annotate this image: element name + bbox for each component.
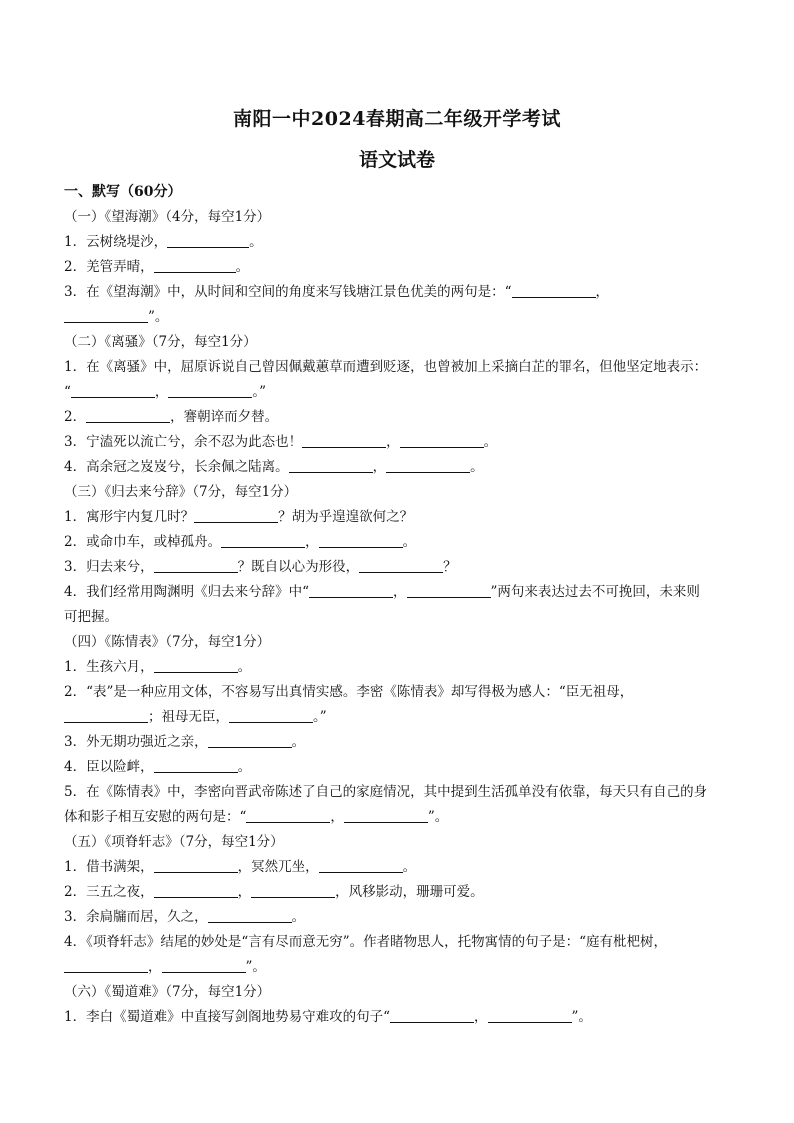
answer-blank[interactable] xyxy=(71,382,155,398)
question-text: 3．宁溘死以流亡兮，余不忍为此态也！ xyxy=(64,434,303,450)
punctuation: 。 xyxy=(402,534,417,550)
punctuation: ， xyxy=(386,434,400,450)
punctuation: ”。 xyxy=(571,1009,592,1025)
punctuation: 。 xyxy=(470,459,484,475)
answer-blank[interactable] xyxy=(251,882,335,898)
question-text: 1．生孩六月， xyxy=(64,659,154,675)
question-line xyxy=(64,855,730,880)
answer-blank[interactable] xyxy=(407,582,491,598)
answer-blank[interactable] xyxy=(302,432,386,448)
answer-blank[interactable] xyxy=(386,457,470,473)
punctuation: ， xyxy=(148,959,162,975)
question-line xyxy=(64,505,730,530)
punctuation: 。 xyxy=(237,759,252,775)
part-heading: （一）《望海潮》（4分，每空1分） xyxy=(64,209,271,225)
answer-blank[interactable] xyxy=(208,907,292,923)
answer-blank[interactable] xyxy=(390,1007,474,1023)
question-line xyxy=(64,880,730,905)
question-text: 1．云树绕堤沙， xyxy=(64,234,168,250)
part-heading: （五）《项脊轩志》（7分，每空1分） xyxy=(64,834,284,850)
answer-blank[interactable] xyxy=(154,557,238,573)
punctuation: “ xyxy=(64,384,71,400)
question-text: 2．“表”是一种应用文体，不容易写出真情实感。李密《陈情表》却写得极为感人：“臣无祖母， xyxy=(64,684,634,700)
question-line xyxy=(64,905,730,930)
punctuation: ， xyxy=(305,534,319,550)
punctuation: ”。 xyxy=(427,809,449,825)
punctuation: ， xyxy=(154,384,169,400)
answer-blank[interactable] xyxy=(64,957,148,973)
question-line xyxy=(64,780,730,805)
question-line xyxy=(64,805,730,830)
section-heading: 一、默写（60分） xyxy=(64,184,182,200)
punctuation: 。 xyxy=(291,734,306,750)
question-line xyxy=(64,230,730,255)
question-line xyxy=(64,555,730,580)
question-text: ”两句来表达过去不可挽回，未来则 xyxy=(490,584,700,600)
answer-blank[interactable] xyxy=(319,857,403,873)
question-text: 4．臣以险衅， xyxy=(64,759,154,775)
question-line xyxy=(64,380,730,405)
answer-blank[interactable] xyxy=(154,882,238,898)
answer-blank[interactable] xyxy=(319,532,403,548)
question-text: 4．高余冠之岌岌兮，长余佩之陆离。 xyxy=(64,459,289,475)
question-text: 可把握。 xyxy=(64,609,118,625)
answer-blank[interactable] xyxy=(154,657,238,673)
question-line xyxy=(64,355,730,380)
question-text: ？胡为乎遑遑欲何之？ xyxy=(278,509,414,525)
question-line xyxy=(64,955,730,980)
answer-blank[interactable] xyxy=(86,407,170,423)
punctuation: 。 xyxy=(235,259,250,275)
question-line xyxy=(64,705,730,730)
question-text: 1．在《离骚》中，屈原诉说自己曾因佩戴蕙草而遭到贬逐，也曾被加上采摘白芷的罪名，但他坚定地表示： xyxy=(64,359,708,375)
question-line xyxy=(64,455,730,480)
question-text: 2．三五之夜， xyxy=(64,884,154,900)
question-text: 3．在《望海潮》中，从时间和空间的角度来写钱塘江景色优美的两句是：“ xyxy=(64,284,512,300)
punctuation: 。” xyxy=(313,709,327,725)
answer-blank[interactable] xyxy=(246,807,330,823)
question-text: 4．《项脊轩志》结尾的妙处是“言有尽而意无穷”。作者睹物思人，托物寓情的句子是：“庭有枇杷树， xyxy=(64,934,668,950)
answer-blank[interactable] xyxy=(162,957,246,973)
punctuation: ， xyxy=(237,884,252,900)
answer-blank[interactable] xyxy=(400,432,484,448)
question-line xyxy=(64,930,730,955)
question-text: 2．羌管弄晴， xyxy=(64,259,154,275)
answer-blank[interactable] xyxy=(64,307,148,323)
answer-blank[interactable] xyxy=(154,857,238,873)
question-text: 1．寓形宇内复几时？ xyxy=(64,509,195,525)
answer-blank[interactable] xyxy=(221,532,305,548)
question-line xyxy=(64,280,730,305)
question-text: ，謇朝谇而夕替。 xyxy=(170,409,279,425)
answer-blank[interactable] xyxy=(359,557,443,573)
question-text: 2．或命巾车，或棹孤舟。 xyxy=(64,534,222,550)
question-line xyxy=(64,530,730,555)
exam-content xyxy=(64,180,730,1030)
question-text: 1．李白《蜀道难》中直接写剑阁地势易守难攻的句子“ xyxy=(64,1009,390,1025)
question-line xyxy=(64,680,730,705)
punctuation: ， xyxy=(595,284,609,300)
question-text: 4．我们经常用陶渊明《归去来兮辞》中“ xyxy=(64,584,309,600)
question-text: 2． xyxy=(64,409,87,425)
question-line xyxy=(64,730,730,755)
exam-title: 南阳一中2024春期高二年级开学考试 xyxy=(233,108,561,130)
punctuation: ？ xyxy=(443,559,457,575)
answer-blank[interactable] xyxy=(309,582,393,598)
punctuation: ， xyxy=(474,1009,488,1025)
punctuation: 。 xyxy=(249,234,263,250)
punctuation: 。 xyxy=(402,859,417,875)
question-text: 体和影子相互安慰的两句是：“ xyxy=(64,809,247,825)
question-text: 1．借书满架， xyxy=(64,859,154,875)
part-heading: （三）《归去来兮辞》（7分，每空1分） xyxy=(64,484,298,500)
answer-blank[interactable] xyxy=(64,707,148,723)
answer-blank[interactable] xyxy=(194,507,278,523)
answer-blank[interactable] xyxy=(229,707,313,723)
answer-blank[interactable] xyxy=(154,257,236,273)
question-line xyxy=(64,655,730,680)
part-heading: （六）《蜀道难》（7分，每空1分） xyxy=(64,984,271,1000)
answer-blank[interactable] xyxy=(289,457,373,473)
answer-blank[interactable] xyxy=(208,732,292,748)
punctuation: ， xyxy=(330,809,344,825)
question-text: ，冥然兀坐， xyxy=(237,859,319,875)
answer-blank[interactable] xyxy=(488,1007,572,1023)
answer-blank[interactable] xyxy=(154,757,238,773)
question-text: 5．在《陈情表》中，李密向晋武帝陈述了自己的家庭情况，其中提到生活孤单没有依靠，每天只有自己的身 xyxy=(64,784,708,800)
punctuation: ”。 xyxy=(148,309,169,325)
question-text: ？既自以心为形役， xyxy=(237,559,360,575)
punctuation: ”。 xyxy=(245,959,266,975)
answer-blank[interactable] xyxy=(168,382,252,398)
question-text: 3．余扃牖而居，久之， xyxy=(64,909,208,925)
question-line xyxy=(64,405,730,430)
punctuation: 。” xyxy=(252,384,267,400)
punctuation: 。 xyxy=(483,434,498,450)
punctuation: ， xyxy=(393,584,407,600)
part-heading: （二）《离骚》（7分，每空1分） xyxy=(64,334,257,350)
question-text: ，风移影动，珊珊可爱。 xyxy=(335,884,484,900)
question-text: 3．归去来兮， xyxy=(64,559,154,575)
punctuation: 。 xyxy=(291,909,306,925)
question-line xyxy=(64,755,730,780)
question-line xyxy=(64,255,730,280)
answer-blank[interactable] xyxy=(512,282,596,298)
question-text: 3．外无期功强近之亲， xyxy=(64,734,208,750)
question-line xyxy=(64,580,730,605)
answer-blank[interactable] xyxy=(344,807,428,823)
punctuation: 。 xyxy=(237,659,252,675)
part-heading: （四）《陈情表》（7分，每空1分） xyxy=(64,634,271,650)
exam-subtitle: 语文试卷 xyxy=(358,149,435,171)
question-text: ；祖母无臣， xyxy=(148,709,229,725)
answer-blank[interactable] xyxy=(167,232,249,248)
question-line xyxy=(64,305,730,330)
question-line xyxy=(64,430,730,455)
question-line xyxy=(64,605,730,630)
question-line xyxy=(64,1005,730,1030)
punctuation: ， xyxy=(372,459,387,475)
